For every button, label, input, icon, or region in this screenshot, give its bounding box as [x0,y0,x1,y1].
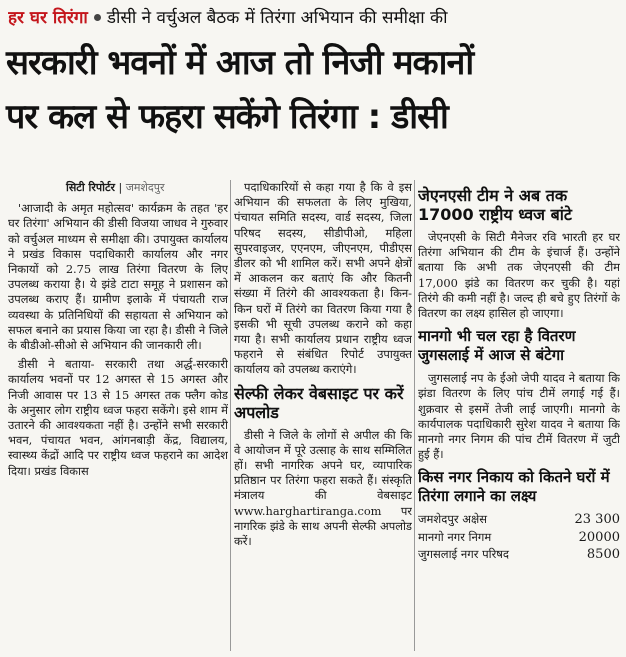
subheading-target: किस नगर निकाय को कितने घरों में तिरंगा लगाने का लक्ष्य [418,468,610,506]
headline-line-2: पर कल से फहरा सकेंगे तिरंगा : डीसी [6,97,448,137]
byline-location: जमशेदपुर [125,181,165,194]
main-headline [6,36,620,144]
column-divider [414,180,415,651]
paragraph: जुगसलाई नप के ईओ जेपी यादव ने बताया कि झंडा वितरण के लिए पांच टीमें लगाई गई हैं। शुक्रवार से इसमें तेजी लाई जाएगी। मानगो के कार्यपालक पदाधिकारी सुरेश यादव ने बताया कि मानगो नगर निगम की पांच टीमें वितरण में जुटी हुई हैं। [418,371,620,462]
subheading-jnac: जेएनएसी टीम ने अब तक 17000 राष्ट्रीय ध्वज बांटे [418,186,572,224]
paragraph: जेएनएसी के सिटी मैनेजर रवि भारती हर घर तिरंगा अभियान की टीम के इंचार्ज हैं। उन्होंने बताया कि अभी तक जेएनएसी की टीम 17,000 झंडे का वितरण कर चुकी है। यहां तिरंगे की कमी नहीं है। जल्द ही बचे हुए तिरंगों के वितरण का लक्ष्य हासिल हो जाएगा। [418,230,620,321]
table-cell-body: जमशेदपुर अक्षेस [418,512,488,527]
table-cell-body: जुगसलाई नगर परिषद [418,546,510,561]
paragraph: पदाधिकारियों से कहा गया है कि वे इस अभियान की सफलता के लिए मुखिया, पंचायत समिति सदस्य, वार्ड सदस्य, जिला परिषद सदस्य, सीडीपीओ, महिला सुपरवाइजर, एएनएम, जीएनएम, पीडीएस डीलर को भी शामिल करें। सभी अपने क्षेत्रों में आकलन कर बताएं कि और कितनी संख्या में तिरंगे की आवश्यकता है। किन-किन घरों में तिरंगे का वितरण किया गया है इसकी भी सूची उपलब्ध कराने को कहा गया है। सभी कार्यालय प्रधान राष्ट्रीय ध्वज फहराने से संबंधित रिपोर्ट उपायुक्त कार्यालय को उपलब्ध कराएंगे। [234,180,412,377]
subheading-selfie: सेल्फी लेकर वेबसाइट पर करें अपलोड [234,383,404,422]
paragraph: डीसी ने जिले के लोगों से अपील की कि वे आयोजन में पूरे उत्साह के साथ सम्मिलित हों। सभी नागरिक अपने घर, व्यापारिक प्रतिष्ठान पर तिरंगा फहरा सकते हैं। संस्कृति मंत्रालय की वेबसाइट www.harghartiranga.com पर नागरिक झंडे के साथ अपनी सेल्फी अपलोड करें। [234,427,412,549]
table-cell-count: 23 300 [574,512,620,528]
headline-line-1: सरकारी भवनों में आज तो निजी मकानों [6,43,474,83]
table-row [418,530,620,547]
table-cell-count: 8500 [586,546,620,562]
subheading-mango: मानगो भी चल रहा है वितरण जुगसलाई में आज से बंटेगा [418,327,576,365]
paragraph: डीसी ने बताया- सरकारी तथा अर्द्ध-सरकारी कार्यालय भवनों पर 12 अगस्त से 15 अगस्त और निजी आवास पर 13 से 15 अगस्त तक फ्लैग कोड के अनुसार लोग राष्ट्रीय ध्वज फहरा सकेंगे। इसे शाम में उतारने की आवश्यकता नहीं है। उन्होंने सभी सरकारी भवन, पंचायत भवन, आंगनबाड़ी केंद्र, विद्यालय, स्वास्थ्य केंद्रों आदि पर राष्ट्रीय ध्वज फहराने का आदेश दिया। प्रखंड विकास [8,357,228,478]
table-row [418,512,620,529]
table-cell-count: 20000 [578,529,620,545]
byline-author: सिटी रिपोर्टर [66,181,115,194]
kicker-line [8,5,620,35]
article-column-2 [234,180,412,651]
table-cell-body: मानगो नगर निगम [418,529,492,544]
target-table [418,512,620,564]
section-tag: हर घर तिरंगा [8,8,88,28]
column-divider [230,180,231,651]
article-column-1 [8,180,228,651]
paragraph: 'आजादी के अमृत महोत्सव' कार्यक्रम के तहत 'हर घर तिरंगा' अभियान की डीसी विजया जाधव ने गुरुवार को वर्चुअल माध्यम से समीक्षा की। उपायुक्त कार्यालय ने प्रखंड विकास पदाधिकारी कार्यालय और नगर निकायों को 2.75 लाख तिरंगा वितरण के लिए उपलब्ध कराया है। ये झंडे टाटा समूह ने प्रशासन को उपलब्ध कराए हैं। ग्रामीण इलाके में पंचायती राज व्यवस्था के प्रतिनिधियों की सहायता से अभियान को सफल बनाने का प्रयास किया जा रहा है। डीसी ने जिले के बीडीओ-सीओ से अभियान की जानकारी ली। [8,201,228,353]
bullet-dot-icon [94,14,101,21]
table-row [418,547,620,564]
byline: सिटी रिपोर्टर | जमशेदपुर [66,181,165,194]
article-column-3 [418,180,620,651]
kicker-subtitle: डीसी ने वर्चुअल बैठक में तिरंगा अभियान की समीक्षा की [106,8,448,28]
